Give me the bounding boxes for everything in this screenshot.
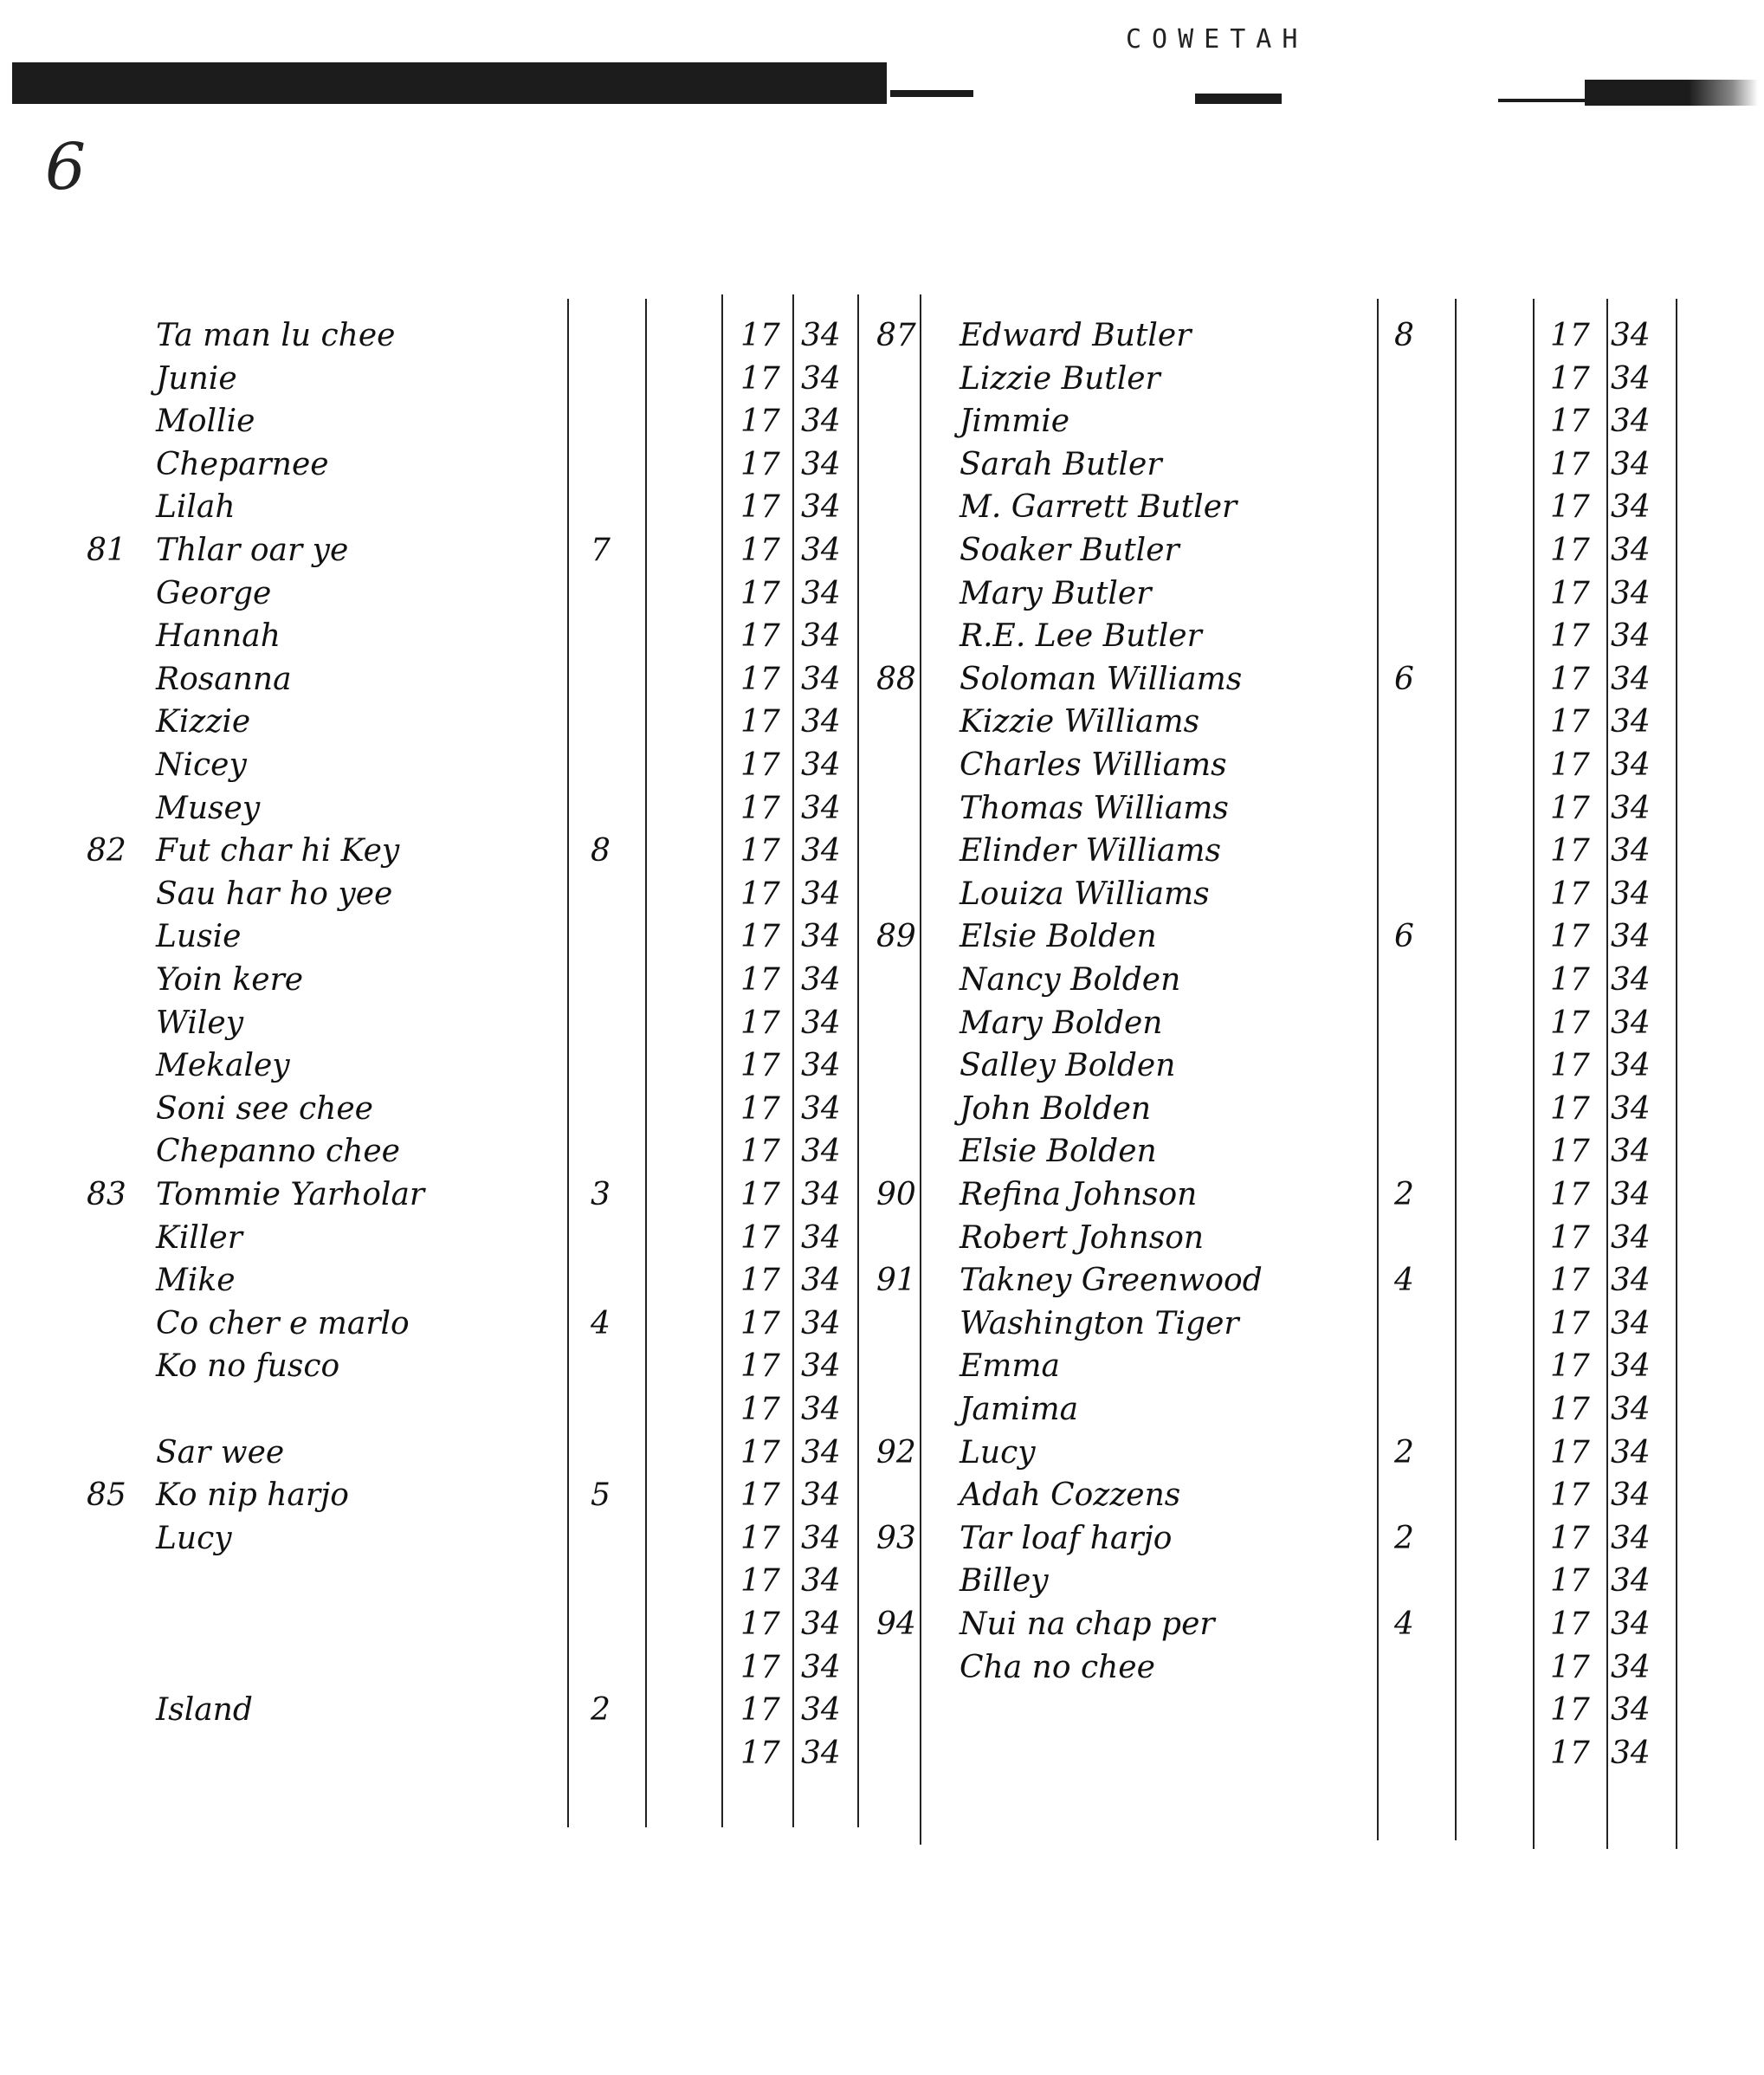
entry-name: Emma xyxy=(960,1348,1061,1384)
entry-name: Mollie xyxy=(156,404,255,439)
entry-name: Lucy xyxy=(156,1521,232,1556)
entry-name: Sau har ho yee xyxy=(156,876,393,912)
entry-value-a: 17 xyxy=(1550,318,1590,353)
entry-value-b: 34 xyxy=(801,1048,841,1083)
entry-name: Wiley xyxy=(156,1005,244,1041)
entry-value-a: 17 xyxy=(1550,1220,1590,1256)
entry-value-b: 34 xyxy=(1611,1306,1651,1341)
entry-count: 2 xyxy=(1394,1435,1414,1471)
entry-value-a: 17 xyxy=(740,1736,780,1771)
entry-id: 83 xyxy=(87,1177,126,1212)
entry-name: Salley Bolden xyxy=(960,1048,1176,1083)
entry-value-b: 34 xyxy=(1611,962,1651,998)
entry-value-b: 34 xyxy=(801,404,841,439)
entry-value-b: 34 xyxy=(801,1736,841,1771)
entry-value-a: 17 xyxy=(740,662,780,697)
entry-value-a: 17 xyxy=(1550,1736,1590,1771)
entry-name: Ko nip harjo xyxy=(156,1477,349,1513)
entry-value-b: 34 xyxy=(1611,1563,1651,1599)
entry-value-b: 34 xyxy=(801,1177,841,1212)
entry-value-a: 17 xyxy=(740,876,780,912)
entry-value-b: 34 xyxy=(1611,919,1651,954)
entry-value-b: 34 xyxy=(801,1348,841,1384)
entry-value-a: 17 xyxy=(740,361,780,397)
entry-name: Billey xyxy=(960,1563,1049,1599)
entry-name: Ko no fusco xyxy=(156,1348,340,1384)
entry-value-a: 17 xyxy=(1550,876,1590,912)
entry-value-b: 34 xyxy=(801,791,841,826)
entry-id: 93 xyxy=(876,1521,916,1556)
entry-name: Jimmie xyxy=(960,404,1070,439)
entry-value-a: 17 xyxy=(740,318,780,353)
entry-name: Takney Greenwood xyxy=(960,1263,1263,1298)
entry-name: Fut char hi Key xyxy=(156,833,400,869)
entry-count: 7 xyxy=(591,533,611,568)
entry-id: 91 xyxy=(876,1263,916,1298)
entry-name: Elsie Bolden xyxy=(960,919,1157,954)
column-rule xyxy=(1606,299,1608,1849)
entry-name: Lucy xyxy=(960,1435,1036,1471)
entry-value-b: 34 xyxy=(801,1692,841,1728)
entry-count: 8 xyxy=(1394,318,1414,353)
entry-value-b: 34 xyxy=(1611,1650,1651,1685)
entry-id: 85 xyxy=(87,1477,126,1513)
entry-value-a: 17 xyxy=(1550,1650,1590,1685)
entry-value-b: 34 xyxy=(1611,1435,1651,1471)
entry-value-b: 34 xyxy=(801,1091,841,1127)
entry-name: Cheparnee xyxy=(156,447,329,482)
entry-value-b: 34 xyxy=(1611,1177,1651,1212)
entry-value-b: 34 xyxy=(801,1521,841,1556)
entry-value-a: 17 xyxy=(740,1435,780,1471)
entry-value-a: 17 xyxy=(740,447,780,482)
scan-bar xyxy=(12,62,887,104)
entry-name: Kizzie xyxy=(156,704,251,740)
entry-name: Thlar oar ye xyxy=(156,533,349,568)
entry-value-b: 34 xyxy=(1611,1692,1651,1728)
entry-name: Lilah xyxy=(156,489,236,525)
entry-value-b: 34 xyxy=(801,662,841,697)
entry-value-b: 34 xyxy=(1611,618,1651,654)
entry-value-a: 17 xyxy=(1550,1177,1590,1212)
entry-value-a: 17 xyxy=(740,1392,780,1427)
entry-value-b: 34 xyxy=(1611,318,1651,353)
entry-value-b: 34 xyxy=(801,1392,841,1427)
entry-id: 87 xyxy=(876,318,916,353)
entry-value-b: 34 xyxy=(801,1005,841,1041)
entry-value-b: 34 xyxy=(1611,1134,1651,1169)
entry-name: Co cher e marlo xyxy=(156,1306,410,1341)
entry-name: Nancy Bolden xyxy=(960,962,1181,998)
entry-value-a: 17 xyxy=(1550,1348,1590,1384)
column-rule xyxy=(1533,299,1535,1849)
scan-bar xyxy=(1585,80,1758,106)
entry-name: M. Garrett Butler xyxy=(960,489,1237,525)
entry-value-a: 17 xyxy=(740,1477,780,1513)
entry-value-a: 17 xyxy=(1550,361,1590,397)
entry-value-b: 34 xyxy=(1611,1392,1651,1427)
entry-name: Rosanna xyxy=(156,662,292,697)
entry-value-a: 17 xyxy=(1550,1606,1590,1642)
entry-value-b: 34 xyxy=(801,447,841,482)
entry-value-b: 34 xyxy=(1611,1005,1651,1041)
entry-value-b: 34 xyxy=(1611,876,1651,912)
entry-name: Killer xyxy=(156,1220,242,1256)
entry-value-a: 17 xyxy=(740,1563,780,1599)
entry-id: 82 xyxy=(87,833,126,869)
entry-name: John Bolden xyxy=(960,1091,1152,1127)
entry-value-a: 17 xyxy=(1550,447,1590,482)
entry-value-a: 17 xyxy=(740,576,780,611)
entry-value-b: 34 xyxy=(801,876,841,912)
entry-count: 2 xyxy=(1394,1177,1414,1212)
entry-value-b: 34 xyxy=(1611,1263,1651,1298)
entry-id: 81 xyxy=(87,533,126,568)
entry-value-a: 17 xyxy=(740,833,780,869)
entry-name: Elinder Williams xyxy=(960,833,1221,869)
entry-value-b: 34 xyxy=(1611,404,1651,439)
entry-id: 90 xyxy=(876,1177,916,1212)
entry-name: Louiza Williams xyxy=(960,876,1210,912)
entry-name: Edward Butler xyxy=(960,318,1192,353)
entry-name: Elsie Bolden xyxy=(960,1134,1157,1169)
entry-value-a: 17 xyxy=(740,1348,780,1384)
entry-value-a: 17 xyxy=(740,404,780,439)
entry-count: 4 xyxy=(1394,1263,1414,1298)
entry-value-a: 17 xyxy=(1550,1563,1590,1599)
entry-name: Yoin kere xyxy=(156,962,304,998)
entry-count: 3 xyxy=(591,1177,611,1212)
entry-name: Thomas Williams xyxy=(960,791,1229,826)
column-rule xyxy=(721,294,723,1827)
entry-value-b: 34 xyxy=(801,1563,841,1599)
page-header-title: COWETAH xyxy=(1126,24,1308,55)
entry-id: 92 xyxy=(876,1435,916,1471)
entry-name: Island xyxy=(156,1692,253,1728)
entry-id: 88 xyxy=(876,662,916,697)
entry-value-a: 17 xyxy=(1550,1306,1590,1341)
entry-value-b: 34 xyxy=(1611,1220,1651,1256)
page-number: 6 xyxy=(45,130,87,204)
entry-value-b: 34 xyxy=(801,1435,841,1471)
entry-value-a: 17 xyxy=(740,747,780,783)
entry-value-b: 34 xyxy=(1611,576,1651,611)
column-rule xyxy=(920,294,921,1845)
entry-value-a: 17 xyxy=(740,791,780,826)
column-rule xyxy=(792,294,794,1827)
entry-name: Soni see chee xyxy=(156,1091,373,1127)
entry-value-a: 17 xyxy=(740,1220,780,1256)
entry-value-a: 17 xyxy=(1550,576,1590,611)
entry-name: Junie xyxy=(156,361,237,397)
entry-value-b: 34 xyxy=(801,962,841,998)
entry-count: 2 xyxy=(1394,1521,1414,1556)
entry-name: Chepanno chee xyxy=(156,1134,400,1169)
entry-value-a: 17 xyxy=(740,1091,780,1127)
entry-value-b: 34 xyxy=(801,1220,841,1256)
entry-value-a: 17 xyxy=(740,533,780,568)
entry-value-b: 34 xyxy=(1611,747,1651,783)
entry-value-a: 17 xyxy=(1550,962,1590,998)
column-rule xyxy=(1377,299,1379,1840)
column-rule xyxy=(567,299,569,1827)
entry-value-b: 34 xyxy=(801,1650,841,1685)
entry-value-b: 34 xyxy=(1611,361,1651,397)
scan-bar xyxy=(890,90,973,97)
entry-value-b: 34 xyxy=(1611,1091,1651,1127)
entry-value-a: 17 xyxy=(740,1263,780,1298)
entry-name: Charles Williams xyxy=(960,747,1227,783)
entry-value-a: 17 xyxy=(740,618,780,654)
entry-name: Robert Johnson xyxy=(960,1220,1205,1256)
entry-name: Tar loaf harjo xyxy=(960,1521,1173,1556)
entry-name: George xyxy=(156,576,272,611)
entry-value-b: 34 xyxy=(1611,704,1651,740)
entry-value-a: 17 xyxy=(1550,747,1590,783)
column-rule xyxy=(1455,299,1457,1840)
entry-value-a: 17 xyxy=(740,962,780,998)
entry-value-a: 17 xyxy=(1550,1134,1590,1169)
entry-name: Mary Butler xyxy=(960,576,1152,611)
entry-value-a: 17 xyxy=(1550,533,1590,568)
scan-bar xyxy=(1498,99,1585,102)
entry-value-b: 34 xyxy=(1611,1348,1651,1384)
entry-value-a: 17 xyxy=(740,1650,780,1685)
entry-value-b: 34 xyxy=(1611,1606,1651,1642)
entry-value-a: 17 xyxy=(1550,1005,1590,1041)
entry-count: 8 xyxy=(591,833,611,869)
entry-value-a: 17 xyxy=(1550,833,1590,869)
entry-name: Sar wee xyxy=(156,1435,285,1471)
entry-value-b: 34 xyxy=(1611,1521,1651,1556)
entry-value-a: 17 xyxy=(740,1177,780,1212)
entry-value-a: 17 xyxy=(1550,404,1590,439)
entry-value-b: 34 xyxy=(1611,1736,1651,1771)
entry-value-b: 34 xyxy=(801,833,841,869)
entry-value-b: 34 xyxy=(801,1606,841,1642)
entry-value-a: 17 xyxy=(1550,1692,1590,1728)
entry-count: 6 xyxy=(1394,662,1414,697)
entry-value-b: 34 xyxy=(1611,489,1651,525)
entry-name: Jamima xyxy=(960,1392,1079,1427)
entry-value-b: 34 xyxy=(1611,447,1651,482)
entry-value-b: 34 xyxy=(801,1306,841,1341)
entry-value-b: 34 xyxy=(1611,1048,1651,1083)
entry-name: Kizzie Williams xyxy=(960,704,1200,740)
entry-value-b: 34 xyxy=(801,704,841,740)
entry-value-b: 34 xyxy=(801,618,841,654)
entry-value-b: 34 xyxy=(1611,662,1651,697)
entry-name: Mekaley xyxy=(156,1048,290,1083)
entry-count: 5 xyxy=(591,1477,611,1513)
entry-count: 2 xyxy=(591,1692,611,1728)
entry-name: Nicey xyxy=(156,747,247,783)
entry-value-b: 34 xyxy=(801,1263,841,1298)
entry-value-a: 17 xyxy=(740,1521,780,1556)
entry-name: Sarah Butler xyxy=(960,447,1162,482)
entry-count: 4 xyxy=(591,1306,611,1341)
entry-value-a: 17 xyxy=(1550,1048,1590,1083)
column-rule xyxy=(1676,299,1677,1849)
entry-count: 6 xyxy=(1394,919,1414,954)
entry-value-a: 17 xyxy=(740,919,780,954)
entry-value-a: 17 xyxy=(740,1692,780,1728)
entry-value-a: 17 xyxy=(1550,1263,1590,1298)
entry-value-a: 17 xyxy=(1550,1477,1590,1513)
entry-value-a: 17 xyxy=(740,1005,780,1041)
entry-value-a: 17 xyxy=(740,489,780,525)
entry-name: Cha no chee xyxy=(960,1650,1155,1685)
entry-name: Nui na chap per xyxy=(960,1606,1215,1642)
entry-value-a: 17 xyxy=(1550,1521,1590,1556)
entry-id: 89 xyxy=(876,919,916,954)
entry-value-a: 17 xyxy=(1550,791,1590,826)
entry-name: Soaker Butler xyxy=(960,533,1179,568)
entry-name: Tommie Yarholar xyxy=(156,1177,425,1212)
entry-value-b: 34 xyxy=(1611,791,1651,826)
entry-value-a: 17 xyxy=(1550,489,1590,525)
entry-value-b: 34 xyxy=(801,533,841,568)
entry-value-a: 17 xyxy=(1550,1392,1590,1427)
entry-value-a: 17 xyxy=(1550,1435,1590,1471)
entry-value-b: 34 xyxy=(801,489,841,525)
entry-value-b: 34 xyxy=(801,747,841,783)
entry-name: Musey xyxy=(156,791,261,826)
entry-value-b: 34 xyxy=(801,361,841,397)
entry-value-a: 17 xyxy=(740,1048,780,1083)
entry-name: Lizzie Butler xyxy=(960,361,1160,397)
entry-value-b: 34 xyxy=(1611,1477,1651,1513)
entry-value-b: 34 xyxy=(1611,533,1651,568)
entry-value-b: 34 xyxy=(801,919,841,954)
entry-name: Soloman Williams xyxy=(960,662,1243,697)
entry-name: Mike xyxy=(156,1263,236,1298)
entry-value-a: 17 xyxy=(740,1134,780,1169)
entry-value-a: 17 xyxy=(740,1306,780,1341)
entry-value-a: 17 xyxy=(1550,662,1590,697)
column-rule xyxy=(857,294,859,1827)
entry-value-a: 17 xyxy=(1550,704,1590,740)
entry-value-b: 34 xyxy=(801,576,841,611)
entry-name: Mary Bolden xyxy=(960,1005,1163,1041)
entry-value-b: 34 xyxy=(801,1477,841,1513)
entry-name: Ta man lu chee xyxy=(156,318,396,353)
column-rule xyxy=(645,299,647,1827)
entry-name: Washington Tiger xyxy=(960,1306,1239,1341)
entry-name: R.E. Lee Butler xyxy=(960,618,1202,654)
entry-id: 94 xyxy=(876,1606,916,1642)
entry-value-a: 17 xyxy=(1550,1091,1590,1127)
entry-name: Lusie xyxy=(156,919,242,954)
entry-count: 4 xyxy=(1394,1606,1414,1642)
scan-bar xyxy=(1195,94,1282,104)
entry-name: Adah Cozzens xyxy=(960,1477,1181,1513)
entry-value-a: 17 xyxy=(1550,919,1590,954)
entry-name: Hannah xyxy=(156,618,281,654)
entry-value-a: 17 xyxy=(1550,618,1590,654)
entry-name: Refina Johnson xyxy=(960,1177,1198,1212)
entry-value-b: 34 xyxy=(801,318,841,353)
entry-value-a: 17 xyxy=(740,704,780,740)
entry-value-b: 34 xyxy=(1611,833,1651,869)
entry-value-a: 17 xyxy=(740,1606,780,1642)
entry-value-b: 34 xyxy=(801,1134,841,1169)
